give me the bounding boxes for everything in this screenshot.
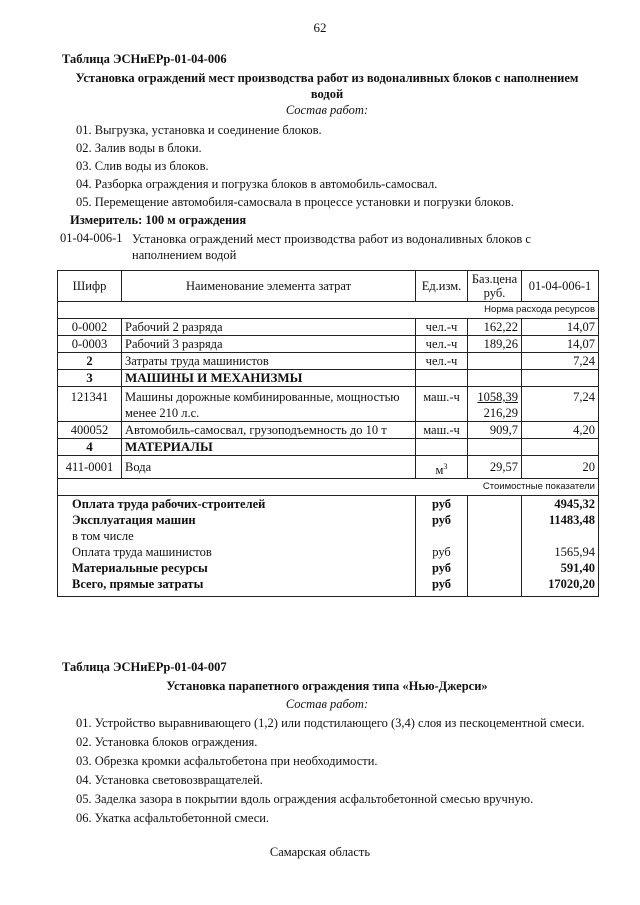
norm-caption-row <box>58 302 599 319</box>
header-price-line2: руб. <box>483 286 506 300</box>
table2-work-item-6: 06. Укатка асфальтобетонной смеси. <box>76 811 270 825</box>
cost-row <box>58 576 599 597</box>
table-row <box>58 422 599 439</box>
row-unit: маш.-ч <box>416 422 468 439</box>
table1-work-item-5: 05. Перемещение автомобиля-самосвала в процессе установки и погрузки блоков. <box>76 195 514 209</box>
cost-row <box>58 544 599 560</box>
row-unit: чел.-ч <box>416 336 468 353</box>
row-price: 189,26 <box>468 336 522 353</box>
header-name: Наименование элемента затрат <box>122 271 416 302</box>
row-code: 0-0002 <box>58 319 122 336</box>
cost-unit: руб <box>416 496 468 513</box>
row-unit: чел.-ч <box>416 319 468 336</box>
row-unit-base: м <box>435 463 444 478</box>
resource-table <box>57 270 599 597</box>
table-row <box>58 336 599 353</box>
row-price: 162,22 <box>468 319 522 336</box>
row-unit-exponent: 3 <box>443 462 448 471</box>
section-number: 4 <box>58 439 122 456</box>
cost-value: 591,40 <box>522 560 599 576</box>
row-name: Затраты труда машинистов <box>122 353 416 370</box>
section-materials-row <box>58 439 599 456</box>
section-title: МАШИНЫ И МЕХАНИЗМЫ <box>122 370 416 387</box>
table1-work-item-3: 03. Слив воды из блоков. <box>76 159 209 173</box>
table1-code: 01-04-006-1 <box>60 231 123 245</box>
cost-value: 4945,32 <box>522 496 599 513</box>
table1-measure: Измеритель: 100 м ограждения <box>70 213 247 227</box>
cost-unit: руб <box>416 512 468 528</box>
cost-label: Материальные ресурсы <box>58 560 416 576</box>
row-price-secondary: 216,29 <box>483 406 518 420</box>
row-name: Машины дорожные комбинированные, мощностью менее 210 л.с. <box>122 387 416 422</box>
norm-caption: Норма расхода ресурсов <box>58 302 599 319</box>
header-code: Шифр <box>58 271 122 302</box>
row-name: Автомобиль-самосвал, грузоподъемность до 10 т <box>122 422 416 439</box>
section-machines-row <box>58 370 599 387</box>
cost-caption: Стоимостные показатели <box>58 479 599 496</box>
row-price <box>468 387 522 422</box>
row-name: Рабочий 2 разряда <box>122 319 416 336</box>
row-code: 411-0001 <box>58 456 122 479</box>
row-norm: 4,20 <box>522 422 599 439</box>
cost-row <box>58 560 599 576</box>
table-row <box>58 353 599 370</box>
header-unit: Ед.изм. <box>416 271 468 302</box>
header-norm: 01-04-006-1 <box>522 271 599 302</box>
row-price-main: 1058,39 <box>477 390 518 404</box>
table-row <box>58 319 599 336</box>
row-price: 29,57 <box>468 456 522 479</box>
table1-code-description: Установка ограждений мест производства работ из водоналивных блоков с наполнением водой <box>132 232 531 262</box>
cost-unit: руб <box>416 544 468 560</box>
row-norm: 7,24 <box>522 387 599 422</box>
table2-composition-label: Состав работ: <box>285 697 369 711</box>
page-number: 62 <box>313 20 327 35</box>
cost-unit: руб <box>416 576 468 597</box>
row-code: 400052 <box>58 422 122 439</box>
table1-composition-label: Состав работ: <box>285 103 369 117</box>
row-code: 0-0003 <box>58 336 122 353</box>
header-price-line1: Баз.цена <box>471 272 518 286</box>
row-unit <box>416 456 468 479</box>
table2-heading: Установка парапетного ограждения типа «Нью-Джерси» <box>166 679 488 693</box>
row-unit: чел.-ч <box>416 353 468 370</box>
table2-work-item-1: 01. Устройство выравнивающего (1,2) или подстилающего (3,4) слоя из пескоцементной смеси. <box>76 716 585 730</box>
cost-row <box>58 512 599 528</box>
cost-caption-row <box>58 479 599 496</box>
section-title: МАТЕРИАЛЫ <box>122 439 416 456</box>
table2-work-item-3: 03. Обрезка кромки асфальтобетона при необходимости. <box>76 754 378 768</box>
cost-label: Оплата труда рабочих-строителей <box>58 496 416 513</box>
cost-label: Всего, прямые затраты <box>58 576 416 597</box>
cost-label: в том числе <box>58 528 416 544</box>
cost-value: 17020,20 <box>522 576 599 597</box>
cost-row <box>58 528 599 544</box>
cost-label: Эксплуатация машин <box>58 512 416 528</box>
row-code: 121341 <box>58 387 122 422</box>
table2-title: Таблица ЭСНиЕРр-01-04-007 <box>62 660 227 674</box>
table-row <box>58 387 599 422</box>
row-norm: 14,07 <box>522 336 599 353</box>
section-number: 3 <box>58 370 122 387</box>
cost-row <box>58 496 599 513</box>
table2-work-item-2: 02. Установка блоков ограждения. <box>76 735 258 749</box>
table1-work-item-4: 04. Разборка ограждения и погрузка блоков в автомобиль-самосвал. <box>76 177 438 191</box>
row-price <box>468 353 522 370</box>
cost-value: 1565,94 <box>522 544 599 560</box>
cost-unit: руб <box>416 560 468 576</box>
row-unit: маш.-ч <box>416 387 468 422</box>
table2-work-item-4: 04. Установка световозвращателей. <box>76 773 263 787</box>
cost-value: 11483,48 <box>522 512 599 528</box>
header-price <box>468 271 522 302</box>
row-code: 2 <box>58 353 122 370</box>
row-norm: 7,24 <box>522 353 599 370</box>
table-header-row <box>58 271 599 302</box>
row-price: 909,7 <box>468 422 522 439</box>
page-footer: Самарская область <box>269 845 371 859</box>
table2-work-item-5: 05. Заделка зазора в покрытии вдоль ограждения асфальтобетонной смесью вручную. <box>76 792 534 806</box>
row-norm: 20 <box>522 456 599 479</box>
row-name: Рабочий 3 разряда <box>122 336 416 353</box>
table1-heading: Установка ограждений мест производства работ из водоналивных блоков с наполнением водой <box>75 71 579 101</box>
cost-label: Оплата труда машинистов <box>58 544 416 560</box>
row-name: Вода <box>122 456 416 479</box>
table1-title: Таблица ЭСНиЕРр-01-04-006 <box>62 52 227 66</box>
table1-work-item-1: 01. Выгрузка, установка и соединение блоков. <box>76 123 322 137</box>
table1-work-item-2: 02. Залив воды в блоки. <box>76 141 202 155</box>
table-row <box>58 456 599 479</box>
row-norm: 14,07 <box>522 319 599 336</box>
